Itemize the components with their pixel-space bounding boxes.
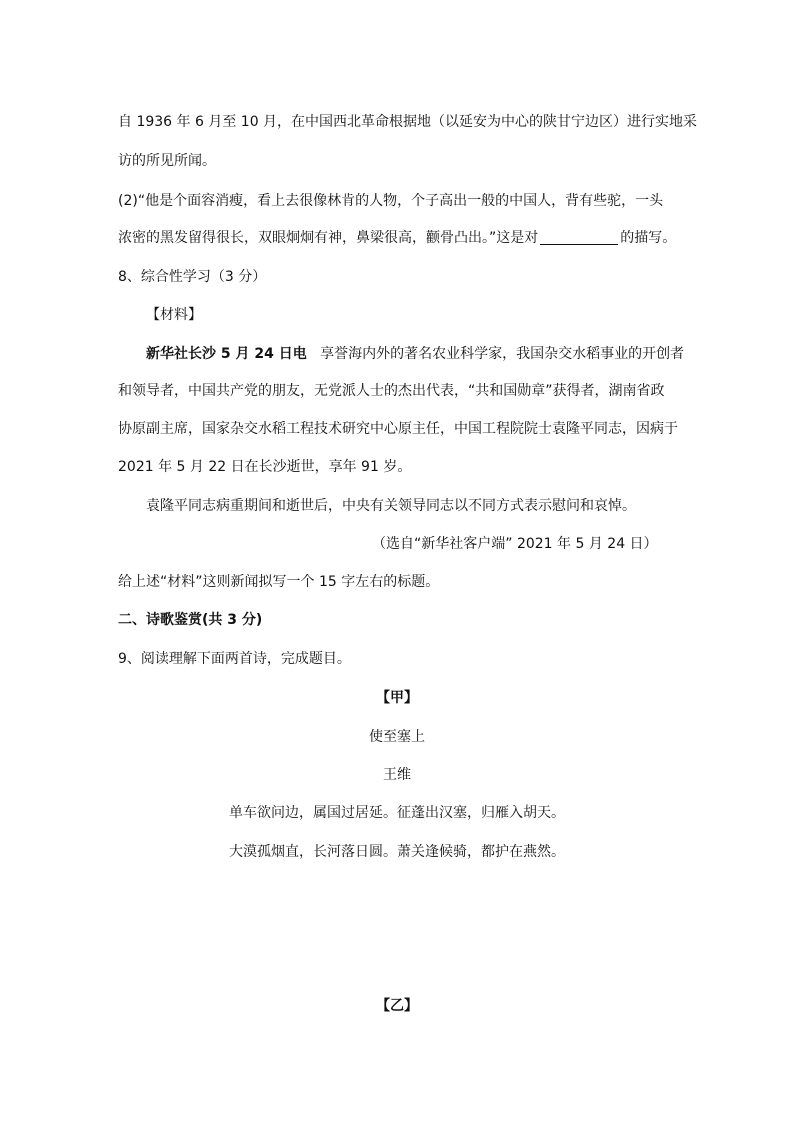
news-line-3: 协原副主席，国家杂交水稻工程技术研究中心原主任，中国工程院院士袁隆平同志，因病于 xyxy=(118,421,678,437)
section-2-heading: 二、诗歌鉴赏(共 3 分) xyxy=(118,612,263,628)
answer-blank[interactable] xyxy=(540,230,618,245)
material-label: 【材料】 xyxy=(146,307,202,323)
question-2-line-2 xyxy=(118,228,676,248)
news-line-1-text: 享誉海内外的著名农业科学家，我国杂交水稻事业的开创者 xyxy=(320,346,685,362)
news-dateline: 新华社长沙 5 月 24 日电 xyxy=(146,346,307,362)
poem-jia-line-2: 大漠孤烟直，长河落日圆。萧关逢候骑，都护在燕然。 xyxy=(229,844,565,860)
question-2-suffix: 的描写。 xyxy=(620,230,677,246)
news-line-4: 2021 年 5 月 22 日在长沙逝世，享年 91 岁。 xyxy=(118,459,412,475)
question-9: 9、阅读理解下面两首诗，完成题目。 xyxy=(118,651,351,667)
poem-jia-line-1: 单车欲问边，属国过居延。征蓬出汉塞，归雁入胡天。 xyxy=(229,805,565,821)
question-8-heading: 8、综合性学习（3 分） xyxy=(118,269,267,285)
poem-jia-title: 使至塞上 xyxy=(369,729,425,745)
intro-line-2: 访的所见所闻。 xyxy=(118,153,216,169)
question-2-text: 浓密的黑发留得很长，双眼炯炯有神，鼻梁很高，颧骨凸出。”这是对 xyxy=(118,230,539,246)
intro-line-1: 自 1936 年 6 月至 10 月，在中国西北革命根据地（以延安为中心的陕甘宁边区）进行实地采 xyxy=(118,114,698,130)
question-2-line-1: (2)“他是个面容消瘦，看上去很像林肯的人物，个子高出一般的中国人，背有些驼，一头 xyxy=(118,193,664,209)
news-line-1 xyxy=(146,344,684,364)
news-paragraph-2: 袁隆平同志病重期间和逝世后，中央有关领导同志以不同方式表示慰问和哀悼。 xyxy=(146,498,636,514)
news-line-2: 和领导者，中国共产党的朋友，无党派人士的杰出代表，“共和国勋章”获得者，湖南省政 xyxy=(118,383,665,399)
poem-jia-label: 【甲】 xyxy=(376,690,418,706)
poem-jia-author: 王维 xyxy=(383,767,411,783)
poem-yi-label: 【乙】 xyxy=(376,998,418,1014)
question-8-prompt: 给上述“材料”这则新闻拟写一个 15 字左右的标题。 xyxy=(118,574,440,590)
news-source: （选自“新华社客户端” 2021 年 5 月 24 日） xyxy=(372,536,658,552)
